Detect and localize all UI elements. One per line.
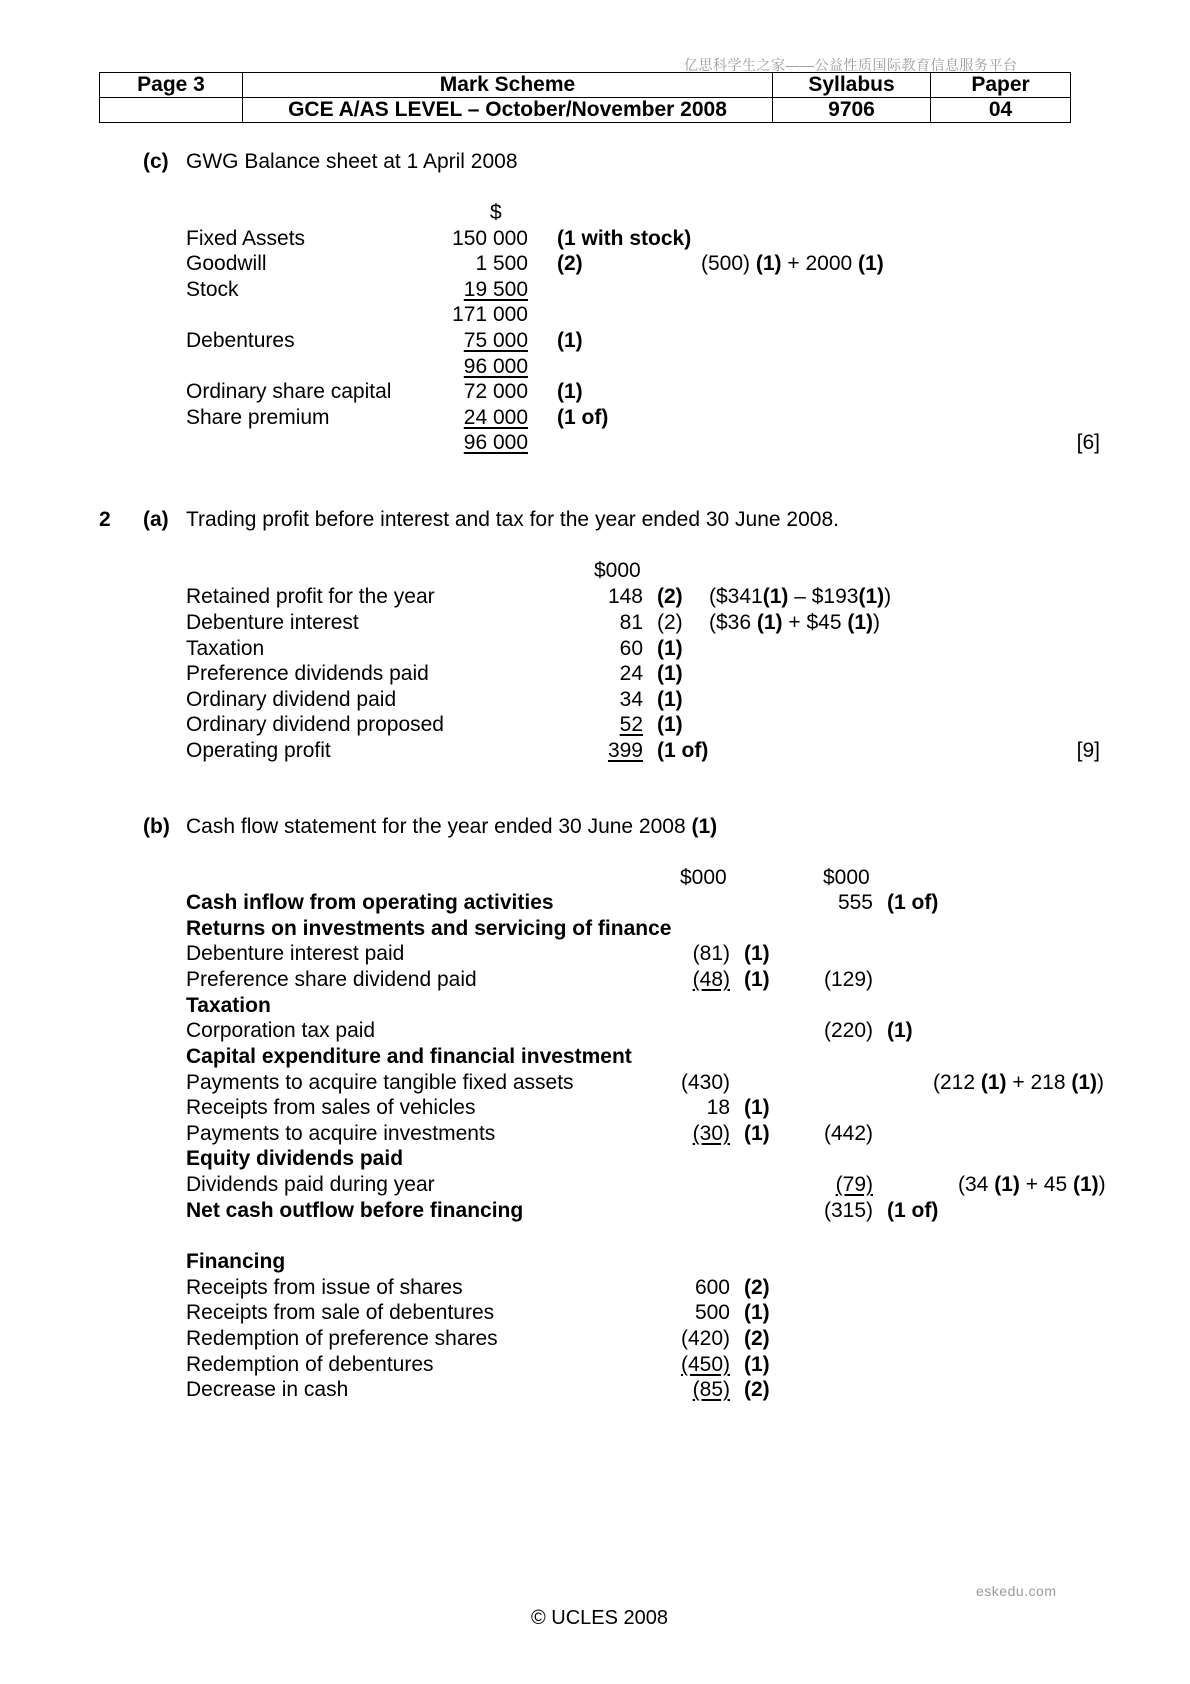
cf-row-v2: (129) xyxy=(823,968,873,991)
section-2a-label: (a) xyxy=(143,508,169,531)
bs-row-name: Ordinary share capital xyxy=(186,380,392,403)
fin-row-v1: (85) xyxy=(692,1378,730,1401)
cf-section-heading: Returns on investments and servicing of finance xyxy=(186,917,672,940)
dividends-note: (34 (1) + 45 (1)) xyxy=(958,1173,1106,1196)
fin-row-name: Decrease in cash xyxy=(186,1378,349,1401)
tp-row-name: Retained profit for the year xyxy=(186,585,435,608)
tp-row-value: 24 xyxy=(619,662,643,685)
bs-row-value: 24 000 xyxy=(463,406,528,429)
cf-row-name: Cash inflow from operating activities xyxy=(186,891,554,914)
bs-row-name: Debentures xyxy=(186,329,295,352)
bs-row-value: 171 000 xyxy=(452,303,528,326)
fin-row-name: Redemption of preference shares xyxy=(186,1327,498,1350)
retained-profit-note: ($341(1) – $193(1)) xyxy=(709,585,892,608)
cf-row-name: Payments to acquire tangible fixed assets xyxy=(186,1071,574,1094)
tp-row-name: Taxation xyxy=(186,637,265,660)
cashflow-col1-header: $000 xyxy=(680,866,727,889)
bs-row-value: 75 000 xyxy=(463,329,528,352)
bs-row-mark: (1 of) xyxy=(557,406,609,429)
bs-row-value: 1 500 xyxy=(475,252,528,275)
header-paper: 04 xyxy=(931,98,1071,123)
fin-row-v1: (450) xyxy=(680,1353,730,1376)
tp-row-mark: (1) xyxy=(657,637,683,660)
tp-row-name: Ordinary dividend proposed xyxy=(186,713,444,736)
fin-row-m1: (1) xyxy=(744,1301,770,1324)
cf-row-name: Preference share dividend paid xyxy=(186,968,477,991)
tp-row-name: Preference dividends paid xyxy=(186,662,429,685)
cf-row-v2: 555 xyxy=(837,891,873,914)
section-2a-marks: [9] xyxy=(1076,739,1100,762)
fin-row-v1: (420) xyxy=(680,1327,730,1350)
fin-row-m1: (2) xyxy=(744,1327,770,1350)
bs-row-mark: (1) xyxy=(557,380,583,403)
bs-row-value: 96 000 xyxy=(463,355,528,378)
cf-row-m2: (1) xyxy=(887,1019,913,1042)
bs-row-mark: (2) xyxy=(557,252,583,275)
section-c-marks: [6] xyxy=(1076,431,1100,454)
fin-row-name: Receipts from issue of shares xyxy=(186,1276,463,1299)
section-c-title: GWG Balance sheet at 1 April 2008 xyxy=(186,150,518,173)
financing-heading: Financing xyxy=(186,1250,286,1273)
tp-row-mark: (2) xyxy=(657,611,683,634)
cf-row-m1: (1) xyxy=(744,1096,770,1119)
cf-row-m1: (1) xyxy=(744,1122,770,1145)
section-c-currency: $ xyxy=(490,201,502,224)
tp-row-value: 148 xyxy=(607,585,643,608)
tp-row-mark: (2) xyxy=(657,585,683,608)
bs-row-mark: (1) xyxy=(557,329,583,352)
header-table xyxy=(99,72,1071,123)
cf-row-v2: (315) xyxy=(823,1199,873,1222)
header-empty-cell xyxy=(100,98,243,123)
tp-row-value: 399 xyxy=(607,739,643,762)
cf-section-heading: Capital expenditure and financial investment xyxy=(186,1045,632,1068)
cashflow-col2-header: $000 xyxy=(823,866,870,889)
header-subtitle: GCE A/AS LEVEL – October/November 2008 xyxy=(243,98,773,123)
fin-row-m1: (1) xyxy=(744,1353,770,1376)
bs-row-name: Fixed Assets xyxy=(186,227,306,250)
bs-row-value: 96 000 xyxy=(463,431,528,454)
cf-row-name: Corporation tax paid xyxy=(186,1019,376,1042)
cf-section-heading: Equity dividends paid xyxy=(186,1147,404,1170)
bs-row-mark: (1 with stock) xyxy=(557,227,692,250)
bs-row-name: Stock xyxy=(186,278,239,301)
tp-row-name: Debenture interest xyxy=(186,611,359,634)
header-paper-label: Paper xyxy=(931,73,1071,98)
tp-row-value: 60 xyxy=(619,637,643,660)
bs-row-name: Goodwill xyxy=(186,252,267,275)
tp-row-mark: (1) xyxy=(657,713,683,736)
cf-row-v2: (220) xyxy=(823,1019,873,1042)
section-c-label: (c) xyxy=(143,150,169,173)
bs-row-value: 19 500 xyxy=(463,278,528,301)
fin-row-v1: 600 xyxy=(694,1276,730,1299)
cf-row-m1: (1) xyxy=(744,942,770,965)
cf-row-name: Debenture interest paid xyxy=(186,942,405,965)
debenture-interest-note: ($36 (1) + $45 (1)) xyxy=(709,611,881,634)
tp-row-mark: (1 of) xyxy=(657,739,709,762)
fin-row-name: Redemption of debentures xyxy=(186,1353,434,1376)
tp-row-name: Ordinary dividend paid xyxy=(186,688,397,711)
cf-row-name: Receipts from sales of vehicles xyxy=(186,1096,476,1119)
tp-row-value: 34 xyxy=(619,688,643,711)
cf-section-heading: Taxation xyxy=(186,994,271,1017)
tp-row-value: 52 xyxy=(619,713,643,736)
cf-row-name: Dividends paid during year xyxy=(186,1173,435,1196)
section-2b-label: (b) xyxy=(143,815,170,838)
tp-row-mark: (1) xyxy=(657,662,683,685)
goodwill-note: (500) (1) + 2000 (1) xyxy=(701,252,884,275)
footer-copyright: © UCLES 2008 xyxy=(531,1607,669,1629)
header-title: Mark Scheme xyxy=(243,73,773,98)
header-syllabus-label: Syllabus xyxy=(773,73,931,98)
cf-row-v1: (48) xyxy=(692,968,730,991)
fin-row-v1: 500 xyxy=(694,1301,730,1324)
fin-row-m1: (2) xyxy=(744,1276,770,1299)
bs-row-value: 150 000 xyxy=(452,227,528,250)
cf-row-v1: 18 xyxy=(706,1096,730,1119)
cf-row-m1: (1) xyxy=(744,968,770,991)
cf-row-v2: (442) xyxy=(823,1122,873,1145)
cf-row-v2: (79) xyxy=(835,1173,873,1196)
header-syllabus: 9706 xyxy=(773,98,931,123)
cf-row-v1: (30) xyxy=(692,1122,730,1145)
bs-row-name: Share premium xyxy=(186,406,330,429)
cf-row-name: Net cash outflow before financing xyxy=(186,1199,524,1222)
header-page: Page 3 xyxy=(100,73,243,98)
fin-row-m1: (2) xyxy=(744,1378,770,1401)
cf-row-name: Payments to acquire investments xyxy=(186,1122,496,1145)
tp-row-name: Operating profit xyxy=(186,739,331,762)
watermark-top: 亿思科学生之家——公益性质国际教育信息服务平台 xyxy=(684,57,1018,73)
cf-row-v1: (81) xyxy=(692,942,730,965)
tp-row-value: 81 xyxy=(619,611,643,634)
cf-row-v1: (430) xyxy=(680,1071,730,1094)
question-number: 2 xyxy=(99,508,111,531)
cf-row-m2: (1 of) xyxy=(887,1199,939,1222)
fixed-assets-note: (212 (1) + 218 (1)) xyxy=(933,1071,1105,1094)
watermark-bottom: eskedu.com xyxy=(976,1583,1057,1599)
tp-row-mark: (1) xyxy=(657,688,683,711)
section-2a-title: Trading profit before interest and tax for the year ended 30 June 2008. xyxy=(186,508,839,531)
fin-row-name: Receipts from sale of debentures xyxy=(186,1301,495,1324)
cf-row-m2: (1 of) xyxy=(887,891,939,914)
section-2a-currency: $000 xyxy=(594,559,641,582)
bs-row-value: 72 000 xyxy=(463,380,528,403)
section-2b-title: Cash flow statement for the year ended 30 June 2008 (1) xyxy=(186,815,718,838)
